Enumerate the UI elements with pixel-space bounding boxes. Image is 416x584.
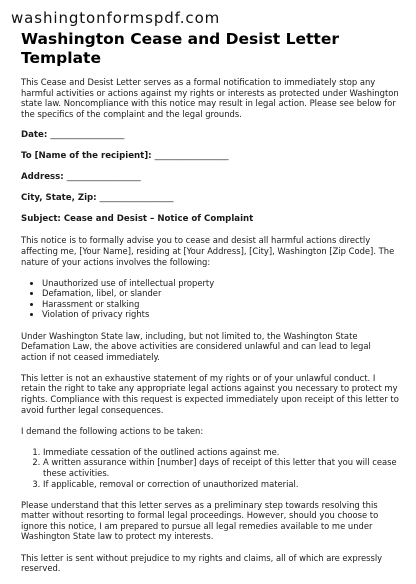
date-blank: __________________ [50,129,125,140]
date-field [21,130,399,141]
list-item: 2. A written assurance within [number] days of receipt of this letter that you will cease these activities. [43,457,399,478]
recipient-field [21,151,399,162]
law-paragraph: Under Washington State law, including, but not limited to, the Washington State Defamation Law, the above activities are considered unlawful and can lead to legal action if not ceased immediately. [21,330,371,362]
notice-paragraph: This notice is to formally advise you to cease and desist all harmful actions directly affecting me, [Your Name], residing at [Your Address], [City], Washington [Zip Code]. The nature of your actions involves the following: [21,235,395,267]
preliminary-paragraph: Please understand that this letter serves as a preliminary step towards resolving this matter without resorting to formal legal proceedings. However, should you choose to ignore this notice, I am prepared to pursue all legal remedies available to me under Washington State law to protect my interests. [21,499,379,542]
rights-paragraph: This letter is not an exhaustive statement of my rights or of your unlawful conduct. I retain the right to take any appropriate legal actions against you necessary to protect my rights. Compliance with this request is expected immediately upon receipt of this letter to avoid further legal consequences. [21,372,399,415]
list-item: • Unauthorized use of intellectual property [42,278,399,289]
address-blank: __________________ [66,172,141,183]
actions-list [21,278,399,320]
demands-intro: I demand the following actions to be taken: [21,425,204,436]
list-item: • Violation of privacy rights [42,309,399,320]
date-label: Date: [21,129,48,140]
reservation-paragraph: This letter is sent without prejudice to my rights and claims, all of which are expressly reserved. [21,552,383,574]
demands-list [21,447,399,489]
list-item: • Harassment or stalking [42,299,399,310]
letter-body [21,77,399,584]
subject-line: Subject: Cease and Desist – Notice of Complaint [21,214,254,225]
address-field [21,172,399,183]
city-state-zip-label: City, State, Zip: [21,193,97,204]
site-url: washingtonformspdf.com [11,9,221,27]
city-state-zip-blank: __________________ [99,193,174,204]
list-item: 3. If applicable, removal or correction of unauthorized material. [43,479,399,490]
list-item: 1. Immediate cessation of the outlined actions against me. [43,447,399,458]
recipient-label: To [Name of the recipient]: [21,150,152,161]
intro-paragraph: This Cease and Desist Letter serves as a formal notification to immediately stop any harmful activities or actions against my rights or interests as protected under Washington state law. Noncompliance with this notice may result in legal action. Please see below for the specifics of the complaint and the legal grounds. [21,77,399,119]
list-item: • Defamation, libel, or slander [42,288,399,299]
city-state-zip-field [21,193,399,204]
address-label: Address: [21,172,64,183]
recipient-blank: __________________ [154,150,229,161]
document-title: Washington Cease and Desist Letter Template [21,30,339,67]
